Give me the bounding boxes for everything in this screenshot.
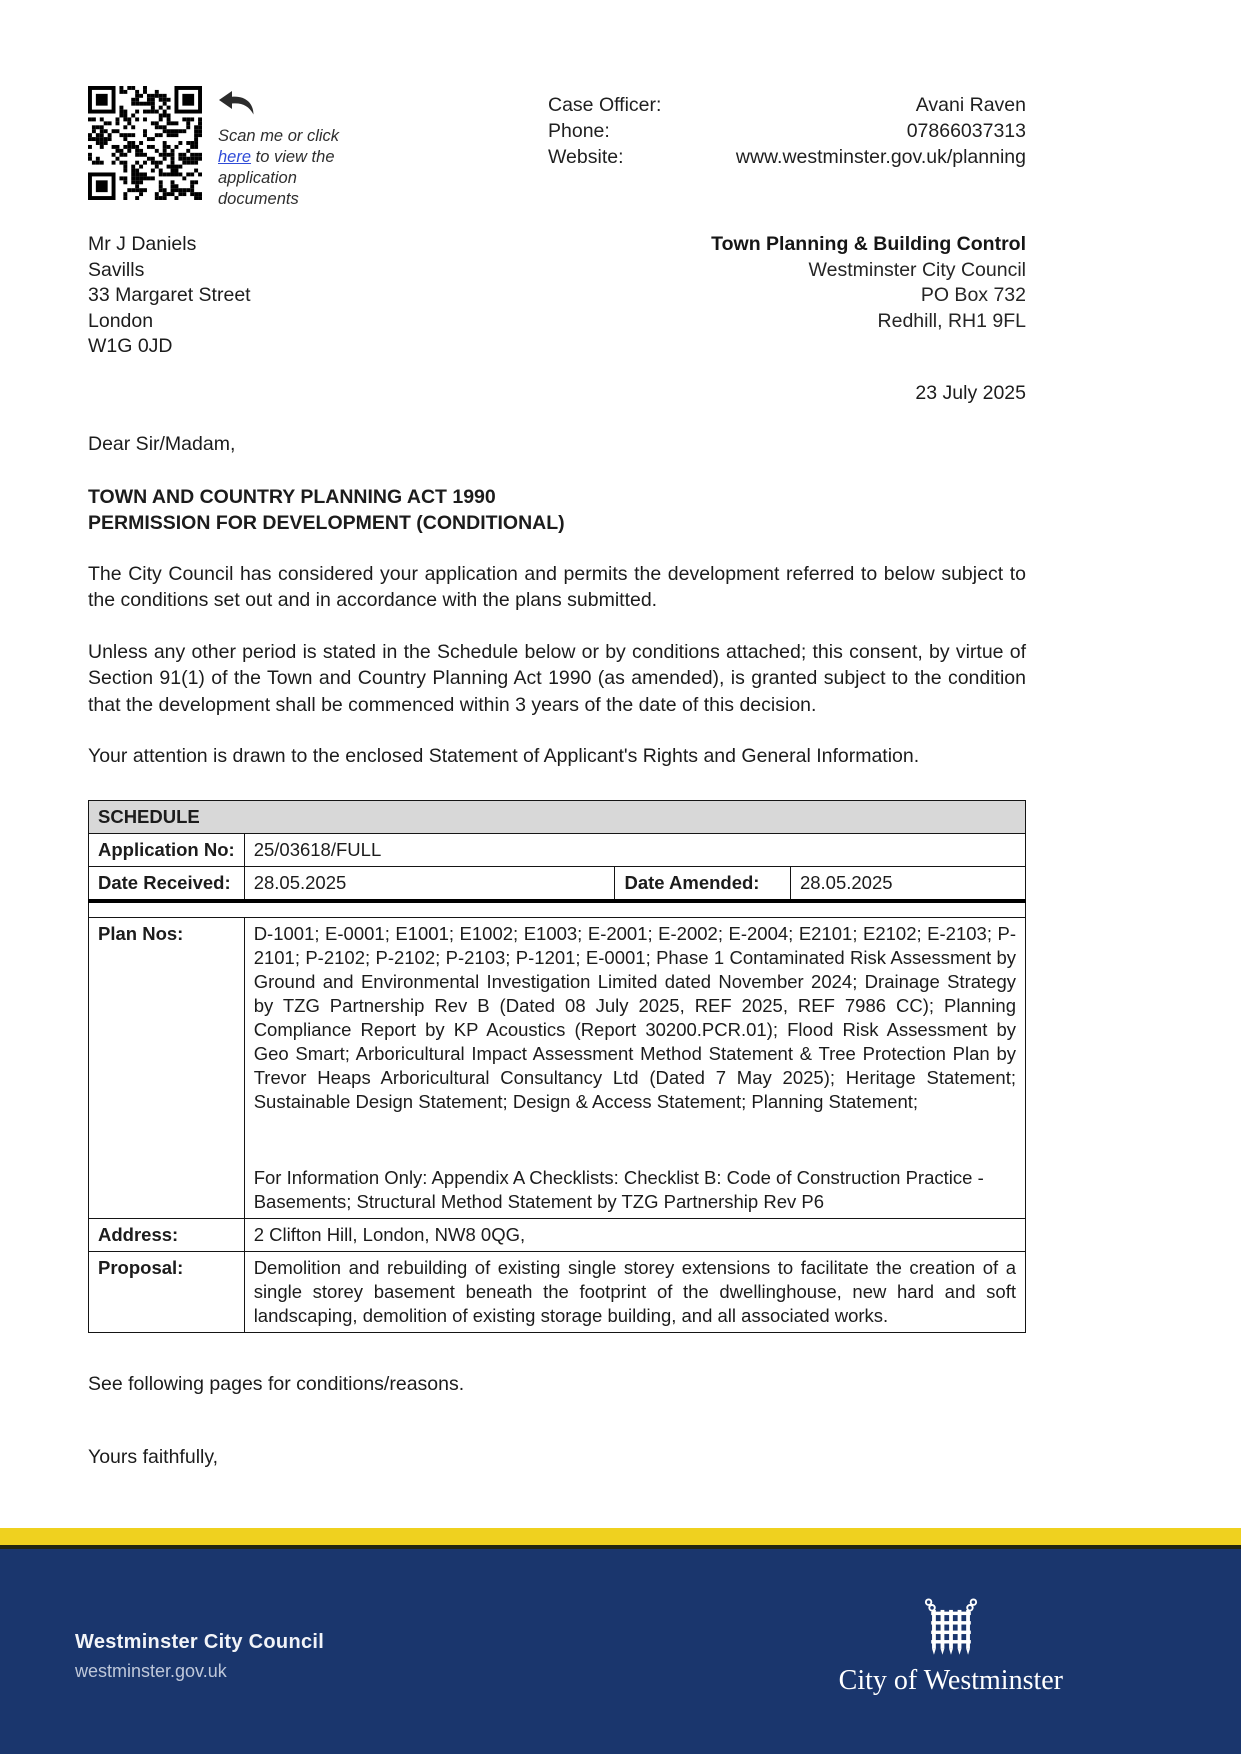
footer-org-name: Westminster City Council <box>75 1631 325 1653</box>
recipient-line: London <box>88 309 154 332</box>
date-received-label: Date Received: <box>89 866 245 901</box>
westminster-crest-icon <box>923 1597 979 1659</box>
address-label: Address: <box>89 1218 245 1251</box>
council-department: Town Planning & Building Control <box>711 233 1026 256</box>
contact-row <box>548 144 1026 170</box>
spacer-row <box>89 901 1026 918</box>
plan-nos-info: For Information Only: Appendix A Checklists: Checklist B: Code of Construction Practice - Basements; Structural Method Statement by TZG Partnership Rev P6 <box>253 1166 984 1212</box>
recipient-address <box>88 232 251 360</box>
case-officer-value: Avani Raven <box>915 94 1026 116</box>
body-paragraph: The City Council has considered your application and permits the development referred to below subject to the conditions set out and in accordance with the plans submitted. <box>88 562 1026 612</box>
application-no-label: Application No: <box>89 833 245 866</box>
footer-right <box>839 1597 1063 1697</box>
footer-band <box>0 1549 1241 1754</box>
plan-nos-text: D-1001; E-0001; E1001; E1002; E1003; E-2001; E-2002; E-2004; E2101; E2102; E-2103; P-2101; P-2102; P-2102; P-2103; P-1201; E-0001; Phase 1 Contaminated Risk Assessment by Ground and Environmental Investigation Limited dated November 2024; Drainage Strategy by TZG Partnership Rev B (Dated 08 July 2025, REF 2025, REF 7986 CC); Planning Compliance Report by KP Acoustics (Report 30200.PCR.01); Flood Risk Assessment by Geo Smart; Arboricultural Impact Assessment Method Statement & Tree Protection Plan by Trevor Heaps Arboricultural Consultancy Ltd (Dated 7 May 2025); Heritage Statement; Sustainable Design Statement; Design & Access Statement; Planning Statement; <box>253 922 1016 1112</box>
date-amended-value: 28.05.2025 <box>790 866 1025 901</box>
proposal-label: Proposal: <box>89 1251 245 1332</box>
case-officer-label: Case Officer: <box>548 94 662 116</box>
recipient-line: W1G 0JD <box>88 335 173 358</box>
footer <box>0 1528 1241 1754</box>
letter-content <box>88 0 1026 1469</box>
sign-off: Yours faithfully, <box>88 1445 219 1468</box>
body-paragraph: Your attention is drawn to the enclosed Statement of Applicant's Rights and General Information. <box>88 745 920 768</box>
qr-code <box>88 86 202 200</box>
contact-row <box>548 92 1026 118</box>
header <box>88 86 1026 210</box>
schedule-header-row <box>89 800 1026 833</box>
council-address <box>711 232 1026 360</box>
footer-left <box>75 1631 324 1682</box>
phone-value: 07866037313 <box>906 120 1026 142</box>
date-received-value: 28.05.2025 <box>244 866 615 901</box>
here-link[interactable]: here <box>218 148 252 167</box>
application-no-value: 25/03618/FULL <box>244 833 1025 866</box>
website-value: www.westminster.gov.uk/planning <box>735 146 1026 168</box>
conditions-note: See following pages for conditions/reasons. <box>88 1372 465 1395</box>
qr-caption-text-1: Scan me or click <box>218 127 340 145</box>
footer-yellow-stripe <box>0 1528 1241 1549</box>
footer-crest-caption: City of Westminster <box>838 1665 1063 1696</box>
reply-arrow-icon <box>218 90 258 116</box>
plan-nos-label: Plan Nos: <box>89 917 245 1218</box>
date-amended-label: Date Amended: <box>615 866 790 901</box>
plan-nos-row <box>89 917 1026 1218</box>
contact-block <box>548 86 1026 210</box>
address-value: 2 Clifton Hill, London, NW8 0QG, <box>244 1218 1025 1251</box>
contact-row <box>548 118 1026 144</box>
application-no-row <box>89 833 1026 866</box>
plan-nos-cell <box>244 917 1025 1218</box>
heading-line-2: PERMISSION FOR DEVELOPMENT (CONDITIONAL) <box>88 511 565 534</box>
salutation: Dear Sir/Madam, <box>88 432 236 455</box>
proposal-row <box>89 1251 1026 1332</box>
phone-label: Phone: <box>548 120 610 142</box>
heading-line-1: TOWN AND COUNTRY PLANNING ACT 1990 <box>88 485 496 508</box>
recipient-line: 33 Margaret Street <box>88 284 251 307</box>
qr-caption-text-2: to view the application documents <box>218 148 335 209</box>
website-label: Website: <box>548 146 624 168</box>
schedule-title: SCHEDULE <box>89 800 1026 833</box>
council-line: Redhill, RH1 9FL <box>877 309 1026 332</box>
council-line: Westminster City Council <box>808 258 1026 281</box>
proposal-value: Demolition and rebuilding of existing single storey extensions to facilitate the creation of a single storey basement beneath the footprint of the dwellinghouse, new hard and soft landscaping, demolition of existing storage building, and all associated works. <box>244 1251 1025 1332</box>
letter-heading <box>88 484 1026 536</box>
dates-row <box>89 866 1026 901</box>
address-row <box>89 1218 1026 1251</box>
address-section <box>88 232 1026 360</box>
schedule-table <box>88 800 1026 1333</box>
council-line: PO Box 732 <box>920 284 1026 307</box>
recipient-line: Mr J Daniels <box>88 233 197 256</box>
footer-website: westminster.gov.uk <box>75 1661 227 1681</box>
qr-caption <box>218 86 350 210</box>
body-paragraph: Unless any other period is stated in the Schedule below or by conditions attached; this consent, by virtue of Section 91(1) of the Town and Country Planning Act 1990 (as amended), is granted subject to the condition that the development shall be commenced within 3 years of the date of this decision. <box>88 640 1026 716</box>
letter-date: 23 July 2025 <box>915 381 1026 404</box>
qr-section <box>88 86 350 210</box>
recipient-line: Savills <box>88 258 145 281</box>
